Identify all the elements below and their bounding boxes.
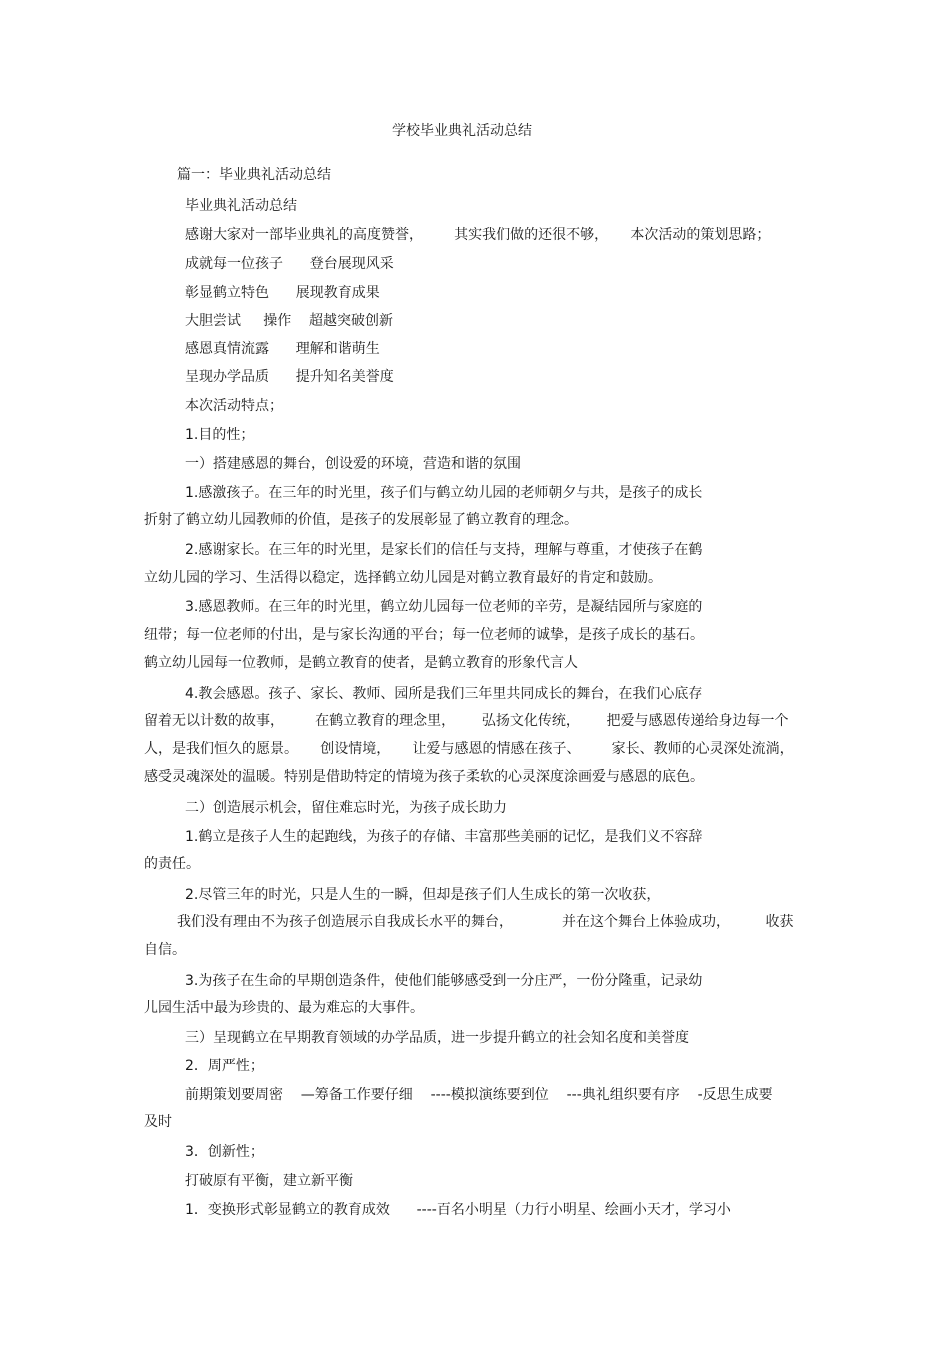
text-line: 自信。 xyxy=(144,942,186,958)
text-line: 感受灵魂深处的温暖。特别是借助特定的情境为孩子柔软的心灵深度涂画爱与感恩的底色。 xyxy=(144,769,704,785)
text-line: 成就每一位孩子 登台展现风采 xyxy=(185,256,394,272)
text-line: 2.感谢家长。在三年的时光里，是家长们的信任与支持，理解与尊重，才使孩子在鹤 xyxy=(185,542,703,558)
text-line: 鹤立幼儿园每一位教师，是鹤立教育的使者，是鹤立教育的形象代言人 xyxy=(144,655,578,671)
text-line: 感恩真情流露 理解和谐萌生 xyxy=(185,341,380,357)
text-line: 1.感激孩子。在三年的时光里，孩子们与鹤立幼儿园的老师朝夕与共，是孩子的成长 xyxy=(185,485,703,501)
text-line: 2.尽管三年的时光，只是人生的一瞬，但却是孩子们人生成长的第一次收获， xyxy=(185,887,661,903)
text-line: 打破原有平衡，建立新平衡 xyxy=(185,1173,353,1189)
text-line: 感谢大家对一部毕业典礼的高度赞誉， 其实我们做的还很不够， 本次活动的策划思路； xyxy=(185,227,771,243)
text-line: 我们没有理由不为孩子创造展示自我成长水平的舞台， 并在这个舞台上体验成功， 收获 xyxy=(177,914,794,930)
text-line: 前期策划要周密 —筹备工作要仔细 ----模拟演练要到位 ---典礼组织要有序 -反思生成要 xyxy=(185,1087,773,1103)
text-line: 儿园生活中最为珍贵的、最为难忘的大事件。 xyxy=(144,1000,424,1016)
text-line: 1.鹤立是孩子人生的起跑线，为孩子的存储、丰富那些美丽的记忆，是我们义不容辞 xyxy=(185,829,703,845)
text-line: 1．变换形式彰显鹤立的教育成效 ----百名小明星（力行小明星、绘画小天才，学习小 xyxy=(185,1202,731,1218)
text-line: 留着无以计数的故事， 在鹤立教育的理念里， 弘扬文化传统， 把爱与感恩传递给身边每一个 xyxy=(144,713,789,729)
text-line: 及时 xyxy=(144,1114,172,1130)
text-line: 一）搭建感恩的舞台，创设爱的环境，营造和谐的氛围 xyxy=(185,456,521,472)
text-line: 3.感恩教师。在三年的时光里，鹤立幼儿园每一位老师的辛劳，是凝结园所与家庭的 xyxy=(185,599,703,615)
text-line: 本次活动特点； xyxy=(185,398,283,414)
text-line: 彰显鹤立特色 展现教育成果 xyxy=(185,285,380,301)
text-line: 2．周严性； xyxy=(185,1058,264,1074)
text-line: 的责任。 xyxy=(144,856,200,872)
text-line: 篇一：毕业典礼活动总结 xyxy=(177,167,331,183)
text-line: 3.为孩子在生命的早期创造条件，使他们能够感受到一分庄严，一份分隆重，记录幼 xyxy=(185,973,703,989)
text-line: 二）创造展示机会，留住难忘时光，为孩子成长助力 xyxy=(185,800,507,816)
text-line: 4.教会感恩。孩子、家长、教师、园所是我们三年里共同成长的舞台，在我们心底存 xyxy=(185,686,703,702)
text-line: 3．创新性； xyxy=(185,1144,264,1160)
text-line: 呈现办学品质 提升知名美誉度 xyxy=(185,369,394,385)
text-line: 立幼儿园的学习、生活得以稳定，选择鹤立幼儿园是对鹤立教育最好的肯定和鼓励。 xyxy=(144,570,662,586)
text-line: 人，是我们恒久的愿景。 创设情境， 让爱与感恩的情感在孩子、 家长、教师的心灵深处流淌， xyxy=(144,741,794,757)
text-line: 纽带；每一位老师的付出，是与家长沟通的平台；每一位老师的诚挚，是孩子成长的基石。 xyxy=(144,627,704,643)
document-title: 学校毕业典礼活动总结 xyxy=(392,123,532,139)
text-line: 大胆尝试 操作 超越突破创新 xyxy=(185,313,394,329)
text-line: 毕业典礼活动总结 xyxy=(185,198,297,214)
text-line: 1.目的性； xyxy=(185,427,255,443)
text-line: 折射了鹤立幼儿园教师的价值，是孩子的发展彰显了鹤立教育的理念。 xyxy=(144,512,578,528)
text-line: 三）呈现鹤立在早期教育领域的办学品质，进一步提升鹤立的社会知名度和美誉度 xyxy=(185,1030,689,1046)
